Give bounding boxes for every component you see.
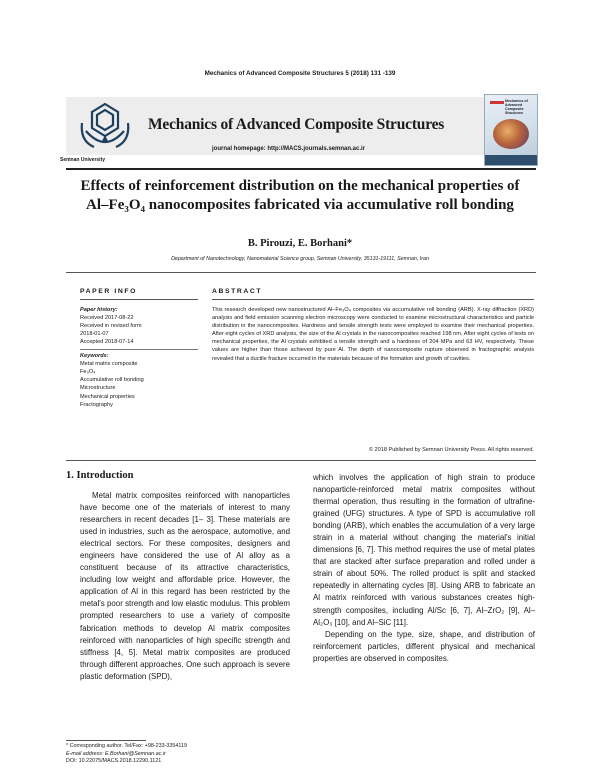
corresponding-author: * Corresponding author. Tel/Fax: +98-233-3354119	[66, 743, 188, 749]
article-title: Effects of reinforcement distribution on the mechanical properties of Al–Fe₃O₄ nanocomposites fabricated via accumulative roll bonding	[80, 178, 520, 213]
keyword-item: Metal matrix composite	[80, 361, 138, 368]
cover-footer-band	[485, 155, 537, 165]
running-header: Mechanics of Advanced Composite Structures 5 (2018) 131 -139	[204, 70, 396, 77]
abstract-text: This research developed new nanostructured Al–Fe₃O₄ composites via accumulative roll bonding (ARB). X-ray diffraction (XRD) analysis and field emission scanning electron microscopy were conducted to examine microstructural characteristics and particle distribution in the nanocomposites. Hardness and tensile strength tests were employed to examine their mechanical properties. After eight cycles of XRD analysis, the size of the Al crystals in the nanocomposites reached 198 nm. After eight cycles of tests on mechanical properties, the Al crystals exhibited a tensile strength and a hardness of 204 MPa and 63 HV, respectively. These values are higher than those achieved by pure Al. The depth of nanocomposite rupture observed in fractographic analysis revealed that a ductile fracture occurred in the materials because of the formation and growth of cavities.	[212, 307, 534, 362]
abstract-heading: ABSTRACT	[212, 288, 263, 295]
introduction-heading: 1. Introduction	[66, 470, 134, 481]
university-name: Semnan University	[60, 157, 106, 163]
paper-info-heading: PAPER INFO	[80, 288, 138, 295]
history-label: Paper history:	[80, 307, 118, 313]
abstract-rule	[212, 299, 534, 300]
journal-homepage[interactable]: journal homepage: http://MACS.journals.semnan.ac.ir	[212, 146, 366, 152]
introduction-right-column	[313, 472, 535, 665]
author-affiliation: Department of Nanotechnology, Nanomaterial Science group, Semnan University, 35131-19111, Semnan, Iran	[171, 256, 429, 262]
journal-cover-thumbnail	[484, 94, 538, 166]
keyword-item: Fe₃O₄	[80, 369, 96, 376]
section-rule	[66, 272, 536, 273]
footnote-rule	[66, 740, 146, 741]
footnote	[66, 743, 326, 766]
introduction-left-column: Metal matrix composites reinforced with nanoparticles have become one of the materials of interest to many researchers in recent decades [1– 3]. These materials are used in industries, such as the aerospace, automotive, and electrical sectors. For these composites, designers and engineers have considered the use of Al alloy as a constituent because of its attractive characteristics, including low weight and affordable price. However, the application of Al in this regard has been restricted by the metal's poor strength and low elastic modulus. This problem prompted researchers to use a variety of composite fabrication methods to develop Al matrix composites reinforced with nanoparticles of high specific strength and stiffness [4, 5]. Metal matrix composites are produced through different approaches. One such approach is severe plastic deformation (SPD),	[80, 491, 290, 681]
introduction-paragraph: Depending on the type, size, shape, and distribution of reinforcement particles, different physical and mechanical properties are observed in composites.	[313, 629, 535, 663]
keywords-label: Keywords:	[80, 353, 109, 360]
email-address[interactable]: E-mail address: E.Borhani@Semnan.ac.ir	[66, 750, 166, 757]
history-item: Received in revised form	[80, 323, 142, 330]
doi[interactable]: DOI: 10.22075/MACS.2018.12290.1121	[66, 758, 162, 765]
keyword-item: Microstructure	[80, 385, 116, 392]
masthead-rule	[66, 168, 536, 170]
keyword-item: Mechanical properties	[80, 393, 135, 400]
cover-title: Mechanics of Advanced Composite Structures	[505, 99, 528, 115]
keyword-item: Accumulative roll bonding	[80, 377, 144, 384]
section-rule	[66, 460, 536, 461]
article-authors: B. Pirouzi, E. Borhani*	[247, 238, 353, 249]
introduction-paragraph: which involves the application of high strain to produce nanoparticle-reinforced metal matrix composites without thermal operation, thus resulting in the formation of ultrafine-grained (UFG) structures. A type of SPD is accumulative roll bonding (ARB), which enables the accumulation of a very large strain in a material without changing the material's initial dimensions [6, 7]. This method requires the use of metal plates that are stacked after surface preparation and rolled under a strain of about 50%. The rolled product is split and stacked repeatedly in alternating cycles [8]. Using ARB to fabricate an Al matrix reinforced with various substances creates high-strength composites, including Al/Sc [6, 7], Al–ZrO₂ [9], Al–Al₂O₃ [10], and Al–SiC [11].	[313, 473, 535, 627]
history-item: Accepted 2018-07-14	[80, 339, 134, 346]
semnan-university-logo-icon	[78, 101, 132, 151]
history-item: Received 2017-08-22	[80, 315, 134, 322]
cover-image	[493, 119, 529, 149]
paper-info	[80, 306, 198, 409]
paper-info-rule	[80, 299, 198, 300]
cover-accent-bar	[490, 101, 504, 104]
info-divider	[80, 349, 198, 350]
copyright-notice: © 2018 Published by Semnan University Press. All rights reserved.	[368, 447, 534, 453]
history-item: 2018-01-07	[80, 331, 109, 338]
keyword-item: Fractography	[80, 401, 113, 408]
journal-name: Mechanics of Advanced Composite Structures	[148, 116, 445, 133]
